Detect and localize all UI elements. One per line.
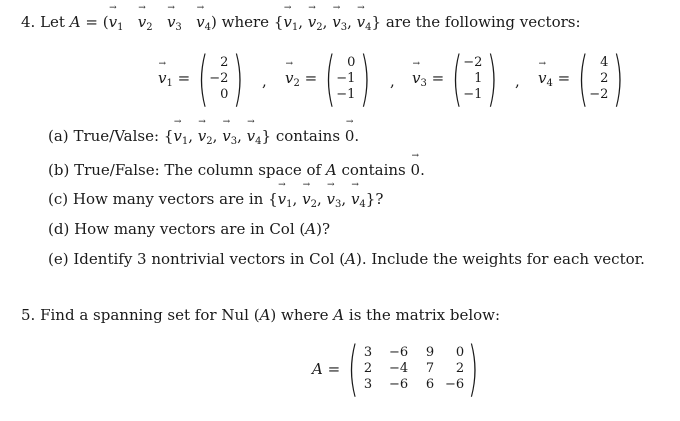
vector-v1: → $v_1$ = ( 2 −2 0 ) (158, 44, 244, 114)
matrix-entry: 0 (455, 345, 465, 360)
vector-v2-entries (335, 55, 356, 103)
matrix-a: A = ( 3 −6 9 0 2 −4 7 2 3 −6 6 −6 ) (312, 334, 479, 404)
matrix-entry: 2 (455, 361, 465, 376)
part-label: (e) (48, 250, 69, 268)
column-vectors-row (0, 44, 680, 114)
entry: −2 (463, 55, 483, 70)
zero-vector: → 0 (410, 151, 421, 179)
vector-v3: → $v_3$ = ( −2 1 −1 ) (412, 44, 498, 114)
matrix-entries (358, 345, 464, 393)
part-label: (b) (48, 161, 70, 179)
entry: −2 (589, 87, 609, 102)
vector-v4: → $v_4$ = ( 4 2 −2 ) (538, 44, 624, 114)
entry: −1 (463, 87, 483, 102)
matrix-label: A = (312, 360, 341, 378)
part-d: (d) How many vectors are in Col (A)? (48, 220, 331, 238)
entry: −1 (336, 87, 356, 102)
matrix-entry: 3 (363, 377, 373, 392)
matrix-entry: 3 (363, 345, 373, 360)
vector-v1-entries (208, 55, 229, 103)
subscript: 2 (146, 22, 153, 33)
matrix-entry: −6 (389, 377, 409, 392)
part-label: (a) (48, 127, 69, 145)
vector-v4-symbol: → v (196, 3, 205, 31)
entry: 0 (347, 55, 356, 70)
matrix-entry: −6 (445, 377, 465, 392)
vector-v4-entries (588, 55, 609, 103)
separator-comma: , (515, 72, 520, 90)
subscript: 1 (117, 22, 124, 33)
entry: 1 (474, 71, 483, 86)
subscript: 3 (175, 22, 182, 33)
entry: 2 (600, 71, 609, 86)
part-b: (b) True/False: The column space of A contains → 0. (48, 151, 425, 179)
entry: 4 (600, 55, 609, 70)
part-label: (c) (48, 190, 69, 208)
close-paren: ) (210, 13, 217, 31)
vector-v3-symbol: → v (166, 3, 176, 31)
vector-v2: → $v_2$ = ( 0 −1 −1 ) (285, 44, 371, 114)
matrix-entry: −4 (389, 361, 409, 376)
problem-4-statement: 4. Let A = ( → $v_1$ → $v_2$ → $v_3$ → $v_4$) where { → $v_1$, → $v_2$, → $v_3$, → $v_4$} are the following vectors: (21, 3, 581, 33)
vector-v1-symbol: → v (108, 3, 118, 31)
text-where: where (221, 13, 270, 31)
problem-number: 5. (21, 306, 36, 324)
matrix-entry: 7 (425, 361, 435, 376)
problem-5-statement: 5. Find a spanning set for Nul (A) where A is the matrix below: (21, 306, 501, 324)
entry: 2 (220, 55, 229, 70)
separator-comma: , (262, 72, 267, 90)
subscript: 4 (204, 22, 211, 33)
part-a: (a) True/Valse: { → $v_1$, → $v_2$, → $v_3$, → $v_4$} contains → 0. (48, 117, 360, 147)
part-c: (c) How many vectors are in { → $v_1$, → $v_2$, → $v_3$, → $v_4$}? (48, 180, 384, 210)
open-brace: { (273, 13, 284, 31)
entry: −2 (209, 71, 229, 86)
text-following-vectors: are the following vectors: (385, 13, 581, 31)
vector-v2-symbol: → v (137, 3, 147, 31)
matrix-entry: −6 (389, 345, 409, 360)
entry: 0 (220, 87, 229, 102)
matrix-entry: 9 (425, 345, 435, 360)
separator-comma: , (390, 72, 395, 90)
zero-vector: → 0 (344, 117, 355, 145)
matrix-entry: 6 (425, 377, 435, 392)
open-paren: ( (102, 13, 109, 31)
matrix-symbol: A (69, 13, 81, 31)
equals-sign: = (85, 13, 98, 31)
text-let: Let (40, 13, 65, 31)
entry: −1 (336, 71, 356, 86)
vector-v3-entries (462, 55, 483, 103)
part-label: (d) (48, 220, 70, 238)
part-e: (e) Identify 3 nontrivial vectors in Col (A). Include the weights for each vector. (48, 250, 645, 268)
matrix-entry: 2 (363, 361, 373, 376)
problem-number: 4. (21, 13, 36, 31)
